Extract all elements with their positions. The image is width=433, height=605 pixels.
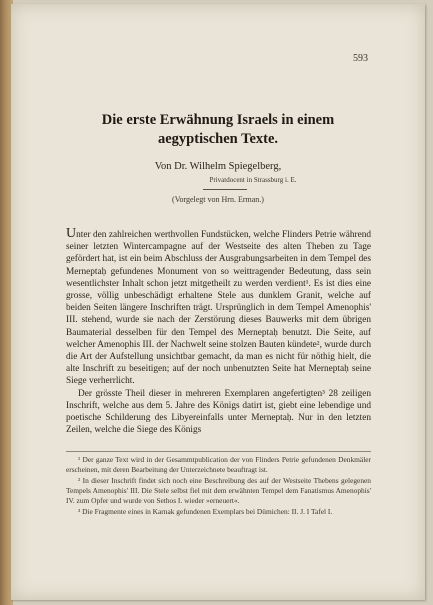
article-body xyxy=(66,226,371,436)
footnote-2: ² In dieser Inschrift findet sich noch eine Beschreibung des auf der Westseite Thebens gelegenen Tempels Amenophis' III. Die Stele selbst fiel mit dem erwähnten Tempel dem Fanatismus Amenophis' IV. zum Opfer und wurde von Sethos I. wieder »erneuert«. xyxy=(66,476,371,505)
paragraph-1-text: nter den zahlreichen werthvollen Fundstücken, welche Flinders Petrie während seiner letzten Wintercampagne auf der Westseite des alten Theben zu Tage gefördert hat, ist ein beim Abschluss der Ausgrabungsarbeiten in dem Tempel des Merneptaḥ gefundenes Monument von so weittragender Bedeutung, dass sein wesentlichster Inhalt schon jetzt mitgetheilt zu werden verdient¹. Es ist dies eine grosse, völlig unbeschädigt erhaltene Stele aus dunklem Granit, welche auf beiden Seiten längere Inschriften trägt. Ursprünglich in dem Tempel Amenophis' III. stehend, wurde sie nach der Zerstörung dieses Bauwerks mit dem übrigen Baumaterial desselben für den Tempel des Merneptaḥ benutzt. Die Seite, auf welcher Amenophis III. der Nachwelt seine stolzen Bauten kündete², wurde durch die Art der Aufstellung unsichtbar gemacht, da man es nicht für nöthig hielt, die alte Inschrift zu beseitigen; auf der noch unbenutzten Seite hat Merneptaḥ seine Siege verherrlicht. xyxy=(66,230,371,387)
author-line: Von Dr. Wilhelm Spiegelberg, xyxy=(154,161,282,172)
title-line-1: Die erste Erwähnung Israels in einem xyxy=(101,112,335,128)
article-title xyxy=(11,111,425,149)
title-divider xyxy=(203,189,247,190)
paragraph-1 xyxy=(66,226,371,388)
title-line-2: aegyptischen Texte. xyxy=(157,131,279,147)
author-affiliation: Privatdocent in Strassburg i. E. xyxy=(209,176,297,184)
footnote-1: ¹ Der ganze Text wird in der Gesammtpublication der von Flinders Petrie gefundenen Denkmäler erscheinen, mit deren Bearbeitung der Unterzeichnete beauftragt ist. xyxy=(66,455,371,474)
page-number: 593 xyxy=(353,53,368,64)
footnote-divider xyxy=(66,451,371,452)
footnotes xyxy=(66,455,371,518)
document-page xyxy=(11,4,425,600)
paragraph-2: Der grösste Theil dieser in mehreren Exemplaren angefertigten³ 28 zeiligen Inschrift, welche aus dem 5. Jahre des Königs datirt ist, giebt eine lebendige und poetische Schilderung des Libyereinfalls unter Merneptaḥ. Nur in den letzten Zeilen, welche die Siege des Königs xyxy=(66,388,371,436)
presented-by: (Vorgelegt von Hrn. Erman.) xyxy=(172,195,264,204)
footnote-3: ³ Die Fragmente eines in Karnak gefundenen Exemplars bei Dümichen: II. J. I Tafel I. xyxy=(78,507,333,516)
drop-cap: U xyxy=(66,226,77,241)
